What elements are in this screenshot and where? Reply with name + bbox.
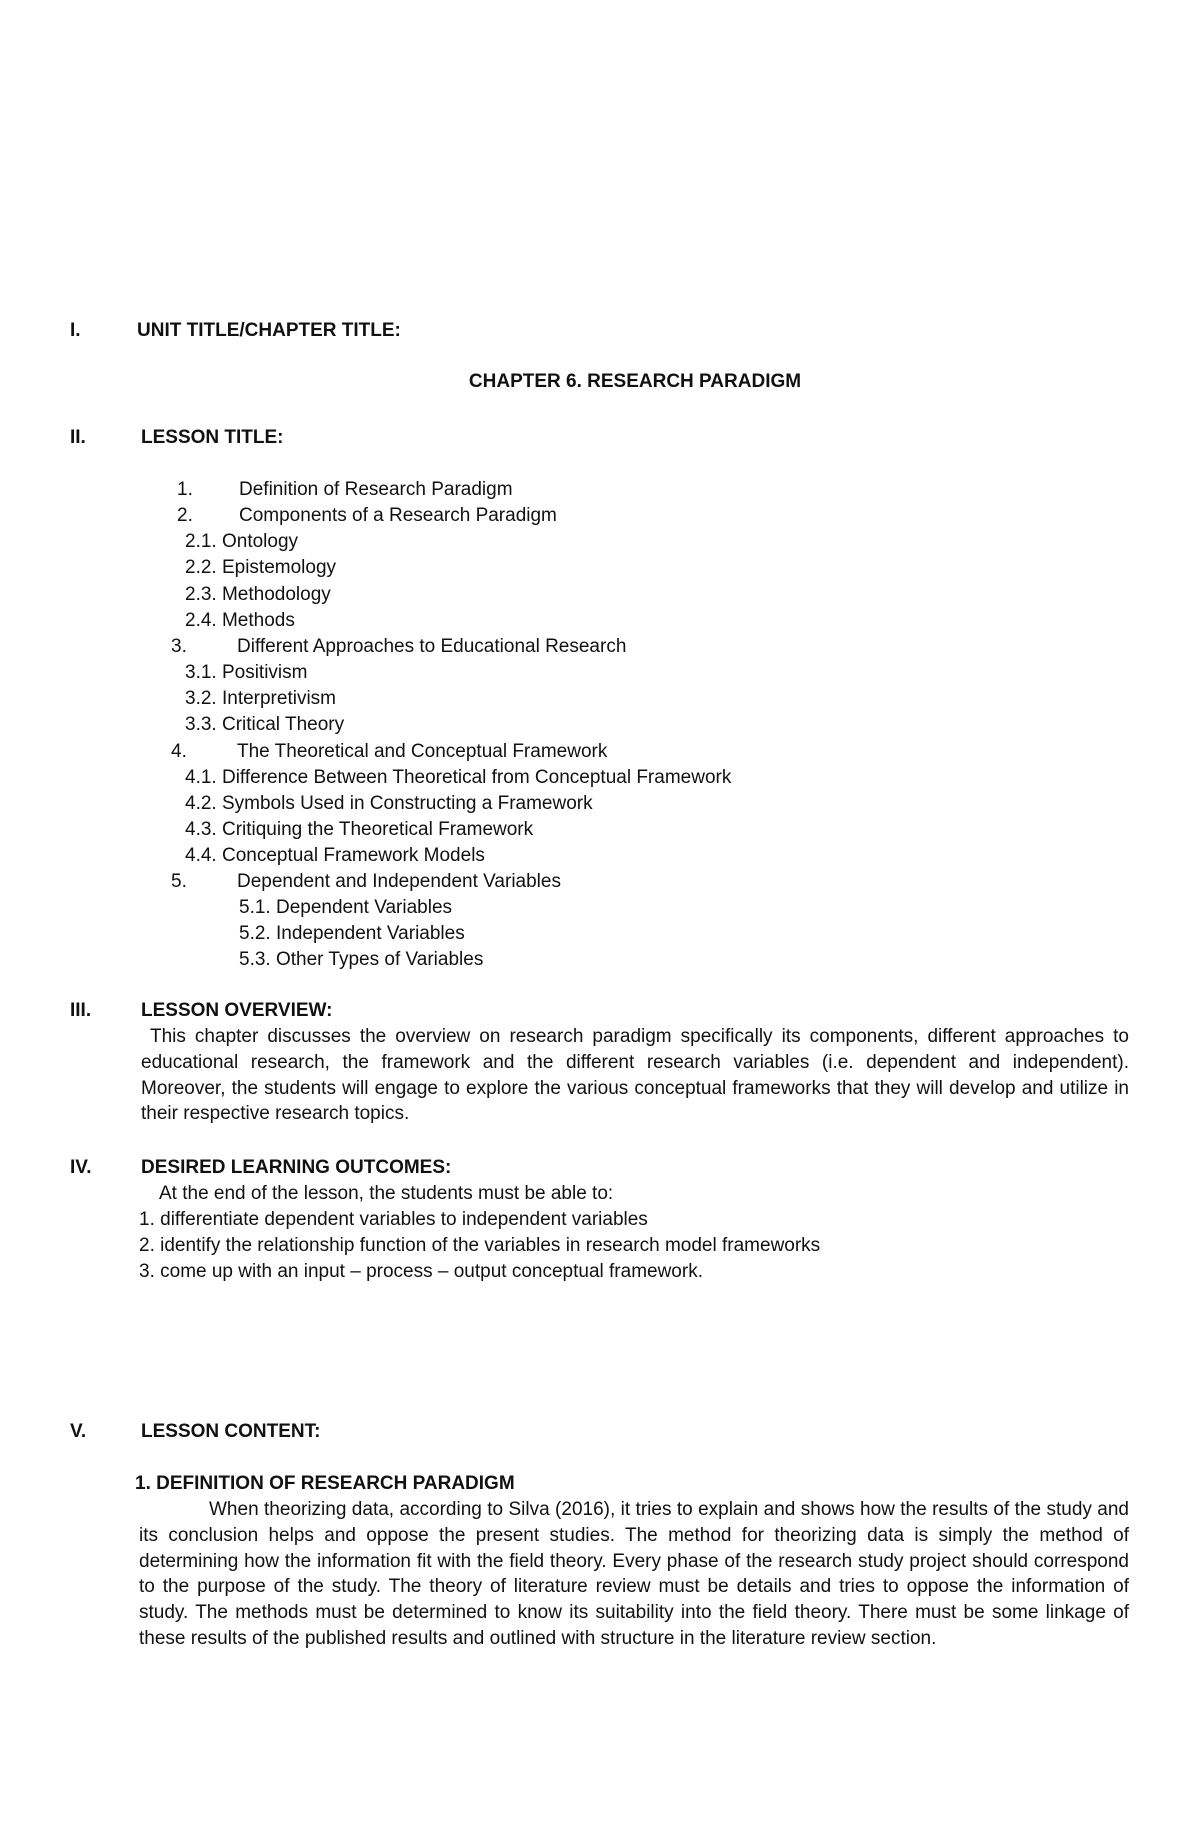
toc-item-text: 3.3. Critical Theory: [185, 714, 345, 735]
toc-item-number: 1.: [177, 479, 193, 500]
section-5-number: V.: [70, 1421, 87, 1442]
content-paragraph: When theorizing data, according to Silva (2016), it tries to explain and shows how the results of the study and its conclusion helps and oppose the present studies. The method for theorizing data is simply the method of determining how the information fit with the field theory. Every phase of the research study project should correspond to the purpose of the study. The theory of literature review must be details and tries to oppose the information of study. The methods must be determined to know its suitability into the field theory. There must be some linkage of these results of the published results and outlined with structure in the literature review section.: [139, 1499, 1129, 1649]
overview-paragraph: This chapter discusses the overview on research paradigm specifically its components, different approaches to educational research, the framework and the different research variables (i.e. dependent and independent). Moreover, the students will engage to explore the various conceptual frameworks that they will develop and utilize in their respective research topics.: [141, 1026, 1129, 1125]
toc-item-number: 3.: [171, 636, 187, 657]
section-4-number: IV.: [70, 1157, 92, 1178]
toc-item-text: 2.1. Ontology: [185, 531, 299, 552]
toc-item-text: 5.1. Dependent Variables: [239, 897, 453, 918]
toc-subitem-3-1: [185, 662, 307, 684]
toc-subitem-2-4: [185, 610, 295, 632]
section-2-title: LESSON TITLE:: [141, 427, 284, 448]
toc-item-text: 4.3. Critiquing the Theoretical Framework: [185, 819, 534, 840]
section-3-number: III.: [70, 1000, 92, 1021]
outcome-item-3: 3. come up with an input – process – output conceptual framework.: [139, 1261, 703, 1282]
toc-item-text: 5.3. Other Types of Variables: [239, 949, 484, 970]
toc-item-number: 5.: [171, 871, 187, 892]
toc-item-3: [171, 636, 626, 658]
toc-item-text: 4.1. Difference Between Theoretical from Conceptual Framework: [185, 767, 732, 788]
toc-item-text: 2.2. Epistemology: [185, 557, 337, 578]
toc-item-text: The Theoretical and Conceptual Framework: [237, 741, 608, 762]
toc-subitem-5-1: [239, 897, 452, 919]
toc-item-number: 2.: [177, 505, 193, 526]
toc-item-text: Dependent and Independent Variables: [237, 871, 561, 892]
toc-item-5: [171, 871, 561, 893]
section-5-title: LESSON CONTENT:: [141, 1421, 321, 1442]
section-4-title: DESIRED LEARNING OUTCOMES:: [141, 1157, 452, 1178]
outcome-item-2: 2. identify the relationship function of the variables in research model frameworks: [139, 1235, 821, 1256]
toc-item-text: 2.4. Methods: [185, 610, 295, 631]
toc-item-number: 4.: [171, 741, 187, 762]
toc-subitem-2-3: [185, 584, 331, 606]
toc-subitem-5-3: [239, 949, 483, 971]
chapter-title: CHAPTER 6. RESEARCH PARADIGM: [468, 371, 802, 392]
toc-subitem-4-3: [185, 819, 533, 841]
toc-item-text: 4.4. Conceptual Framework Models: [185, 845, 485, 866]
toc-item-4: [171, 741, 607, 763]
toc-subitem-4-2: [185, 793, 593, 815]
outcome-item-1: 1. differentiate dependent variables to independent variables: [139, 1209, 648, 1230]
toc-item-text: 3.2. Interpretivism: [185, 688, 336, 709]
toc-item-1: [177, 479, 513, 501]
toc-item-text: 2.3. Methodology: [185, 584, 331, 605]
toc-item-text: Different Approaches to Educational Research: [237, 636, 627, 657]
toc-subitem-2-2: [185, 557, 336, 579]
toc-subitem-4-1: [185, 767, 731, 789]
section-2-number: II.: [70, 427, 86, 448]
toc-subitem-5-2: [239, 923, 465, 945]
toc-item-text: 4.2. Symbols Used in Constructing a Framework: [185, 793, 593, 814]
outcomes-intro: At the end of the lesson, the students must be able to:: [159, 1183, 614, 1204]
section-1-title: UNIT TITLE/CHAPTER TITLE:: [137, 320, 401, 341]
toc-subitem-2-1: [185, 531, 298, 553]
toc-subitem-3-2: [185, 688, 336, 710]
section-1-number: I.: [70, 320, 81, 341]
toc-item-text: 3.1. Positivism: [185, 662, 308, 683]
toc-subitem-3-3: [185, 714, 344, 736]
toc-subitem-4-4: [185, 845, 485, 867]
section-3-title: LESSON OVERVIEW:: [141, 1000, 333, 1021]
toc-item-text: 5.2. Independent Variables: [239, 923, 465, 944]
toc-item-text: Components of a Research Paradigm: [239, 505, 557, 526]
content-heading: 1. DEFINITION OF RESEARCH PARADIGM: [135, 1473, 515, 1494]
toc-item-2: [177, 505, 557, 527]
toc-item-text: Definition of Research Paradigm: [239, 479, 513, 500]
